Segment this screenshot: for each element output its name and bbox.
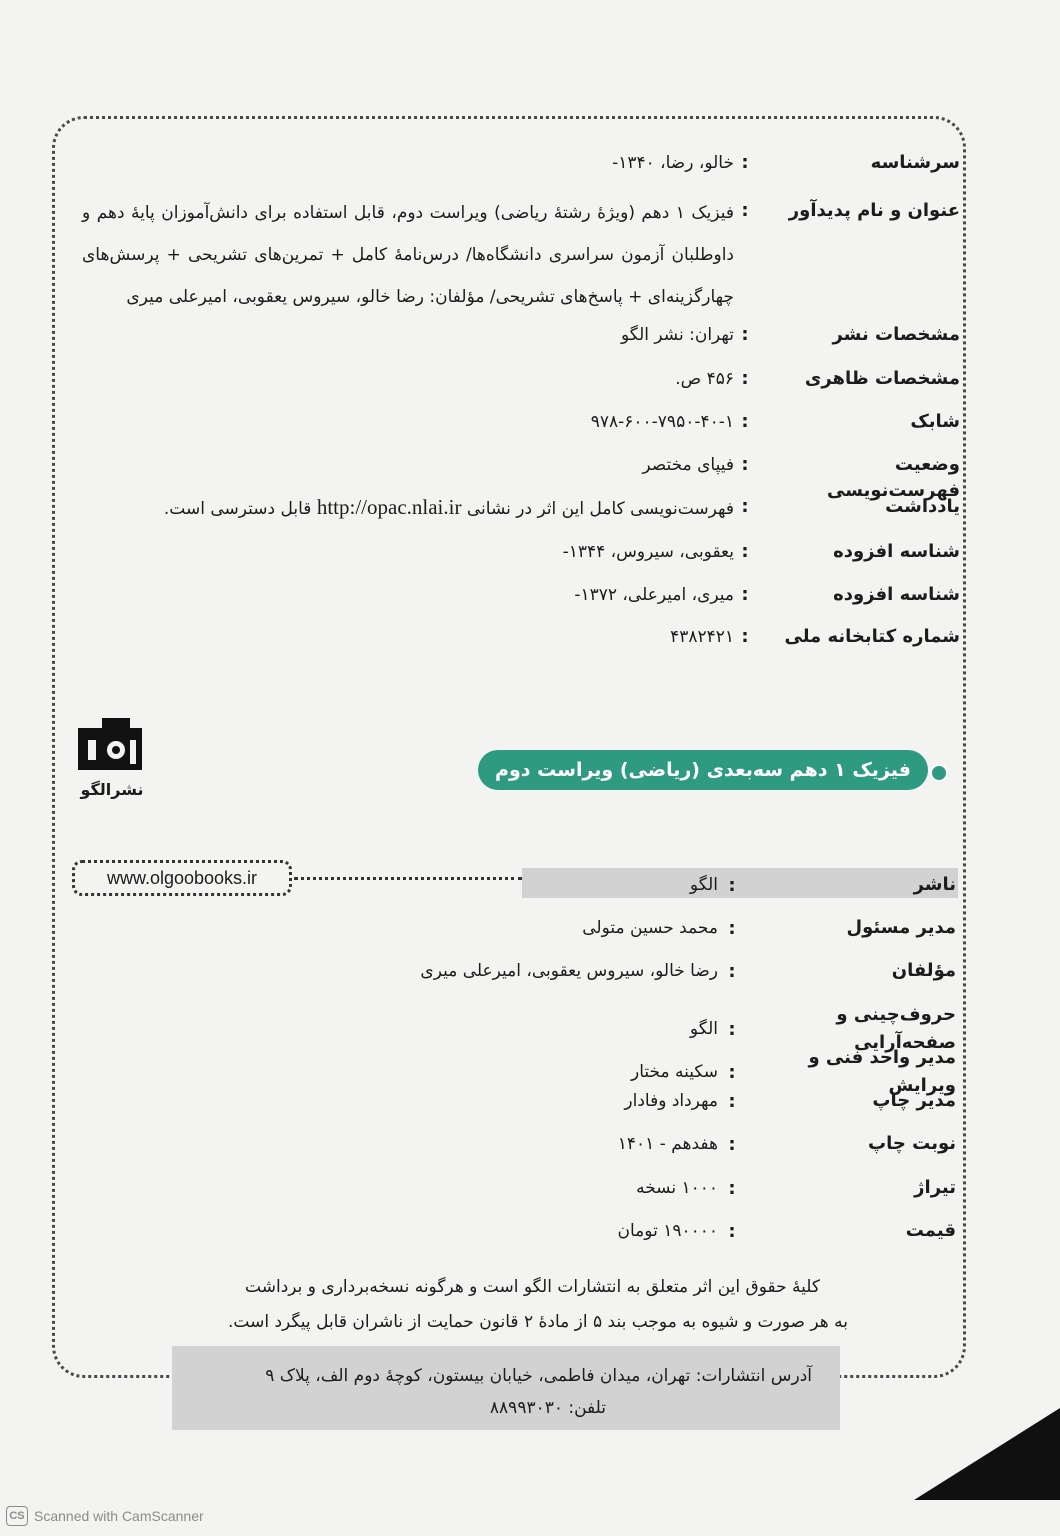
cip-row-isbn: [591, 409, 960, 435]
imprint-row-circulation: [636, 1174, 956, 1202]
cip-value: فیزیک ۱ دهم (ویژهٔ رشتهٔ ریاضی) ویراست دوم، قابل استفاده برای دانش‌آموزان پایهٔ دهم و داوطلبان آزمون سراسری دانشگاه‌ها/ درس‌نامهٔ کامل + تمرین‌های تشریحی + پرسش‌های چهارگزینه‌ای + پاسخ‌های تشریحی/ مؤلفان: رضا خالو، سیروس یعقوبی، امیرعلی میری: [82, 203, 734, 307]
cip-row-title: [82, 192, 960, 318]
imprint-colon: :: [728, 1133, 736, 1155]
cip-label: شناسه افزوده: [833, 584, 960, 605]
camscanner-icon: CS: [6, 1506, 28, 1526]
opac-link[interactable]: http://opac.nlai.ir: [316, 495, 462, 519]
imprint-value: سکینه مختار: [630, 1062, 718, 1082]
publisher-logo: [66, 716, 158, 810]
imprint-label: حروف‌چینی و صفحه‌آرایی: [836, 1004, 956, 1053]
bullet-dot-icon: [930, 764, 948, 782]
cip-colon: :: [741, 200, 749, 221]
cip-value: یعقوبی، سیروس، ۱۳۴۴-: [562, 542, 734, 562]
dotted-leader-line: [294, 877, 522, 880]
note-text-before: فهرست‌نویسی کامل این اثر در نشانی: [466, 499, 734, 519]
cip-row-note: [164, 494, 960, 522]
imprint-value: مهرداد وفادار: [624, 1091, 718, 1111]
imprint-row-publisher: [690, 871, 956, 899]
imprint-value: محمد حسین متولی: [582, 918, 718, 938]
cip-label: شماره کتابخانه ملی: [784, 626, 960, 647]
imprint-colon: :: [728, 1018, 736, 1040]
imprint-row-manager: [582, 914, 956, 942]
imprint-value: الگو: [689, 1019, 718, 1039]
cip-colon: :: [741, 541, 749, 562]
scanner-watermark: [6, 1506, 204, 1526]
publisher-logo-text: نشرالگو: [80, 780, 144, 799]
cip-colon: :: [741, 454, 749, 475]
copyright-line-1: کلیهٔ حقوق این اثر متعلق به انتشارات الگو است و هرگونه نسخه‌برداری و برداشت: [245, 1277, 820, 1297]
cip-label: شناسه افزوده: [833, 541, 960, 562]
imprint-row-print-manager: [624, 1087, 956, 1115]
isbn-value: ۹۷۸-۶۰۰-۷۹۵۰-۴۰-۱: [590, 412, 734, 432]
imprint-value: ۱۰۰۰ نسخه: [636, 1178, 718, 1198]
imprint-label: ناشر: [913, 874, 956, 895]
note-text-after: قابل دسترسی است.: [163, 499, 312, 519]
cip-label: مشخصات ظاهری: [804, 368, 960, 389]
publisher-address-box: [172, 1346, 840, 1430]
cip-value: میری، امیرعلی، ۱۳۷۲-: [574, 585, 734, 605]
cip-colon: :: [741, 152, 749, 173]
website-link[interactable]: www.olgoobooks.ir: [106, 867, 258, 888]
cip-value: ۴۳۸۲۴۲۱: [670, 627, 734, 647]
imprint-row-authors: [420, 957, 956, 985]
cip-value: فیپای مختصر: [642, 455, 734, 475]
imprint-label: نوبت چاپ: [868, 1133, 956, 1154]
imprint-value: ۱۹۰۰۰۰ تومان: [617, 1221, 718, 1241]
cip-row-added-entry-1: [563, 539, 960, 565]
book-title: فیزیک ۱ دهم سه‌بعدی (ریاضی) ویراست دوم: [495, 759, 911, 781]
cip-colon: :: [741, 626, 749, 647]
cip-colon: :: [741, 584, 749, 605]
cip-row-added-entry-2: [574, 582, 960, 608]
copyright-line-2: به هر صورت و شیوه به موجب بند ۵ از مادهٔ ۲ قانون حمایت از ناشران قابل پیگرد است.: [228, 1312, 848, 1332]
imprint-label: قیمت: [905, 1220, 956, 1241]
imprint-label: مدیر واحد فنی و ویرایش: [808, 1047, 956, 1096]
imprint-value: رضا خالو، سیروس یعقوبی، امیرعلی میری: [420, 961, 718, 981]
cip-label: یادداشت: [885, 496, 960, 517]
cip-row-publication: [621, 322, 960, 348]
imprint-colon: :: [728, 960, 736, 982]
cip-row-national-library: [670, 624, 960, 650]
cip-colon: :: [741, 324, 749, 345]
imprint-label: تیراژ: [914, 1177, 956, 1198]
cip-value: خالو، رضا، ۱۳۴۰-: [612, 153, 734, 173]
cip-value: [164, 494, 734, 522]
cip-label: سرشناسه: [870, 152, 960, 173]
cip-label: مشخصات نشر: [832, 324, 960, 345]
cip-row-physical: [675, 366, 960, 392]
imprint-colon: :: [728, 917, 736, 939]
publisher-phone: تلفن: ۸۸۹۹۳۰۳۰: [489, 1398, 606, 1418]
cip-colon: :: [741, 368, 749, 389]
cip-label: وضعیت فهرست‌نویسی: [827, 454, 960, 501]
cip-row-heading: [612, 150, 960, 176]
book-title-banner: [478, 750, 928, 790]
cip-label: شابک: [910, 411, 960, 432]
imprint-value: الگو: [689, 875, 718, 895]
copyright-notice: [168, 1270, 848, 1340]
imprint-row-edition: [618, 1130, 956, 1158]
imprint-row-price: [618, 1217, 956, 1245]
cip-colon: :: [741, 411, 749, 432]
imprint-label: مدیر مسئول: [846, 917, 956, 938]
website-box[interactable]: [72, 860, 292, 896]
cip-value: تهران: نشر الگو: [620, 325, 734, 345]
publisher-logo-mark-icon: [72, 716, 152, 780]
imprint-colon: :: [728, 874, 736, 896]
imprint-colon: :: [728, 1061, 736, 1083]
imprint-colon: :: [728, 1177, 736, 1199]
cip-value: ۴۵۶ ص.: [675, 369, 734, 389]
publisher-address: آدرس انتشارات: تهران، میدان فاطمی، خیابان بیستون، کوچهٔ دوم الف، پلاک ۹: [265, 1366, 812, 1386]
cip-label: عنوان و نام پدیدآور: [788, 200, 960, 221]
page-corner-shadow: [914, 1408, 1060, 1500]
imprint-colon: :: [728, 1220, 736, 1242]
imprint-value: هفدهم - ۱۴۰۱: [617, 1134, 718, 1154]
imprint-label: مدیر چاپ: [872, 1090, 956, 1111]
imprint-label: مؤلفان: [891, 960, 956, 981]
imprint-colon: :: [728, 1090, 736, 1112]
scanner-watermark-text: Scanned with CamScanner: [34, 1508, 204, 1524]
cip-colon: :: [741, 496, 749, 517]
